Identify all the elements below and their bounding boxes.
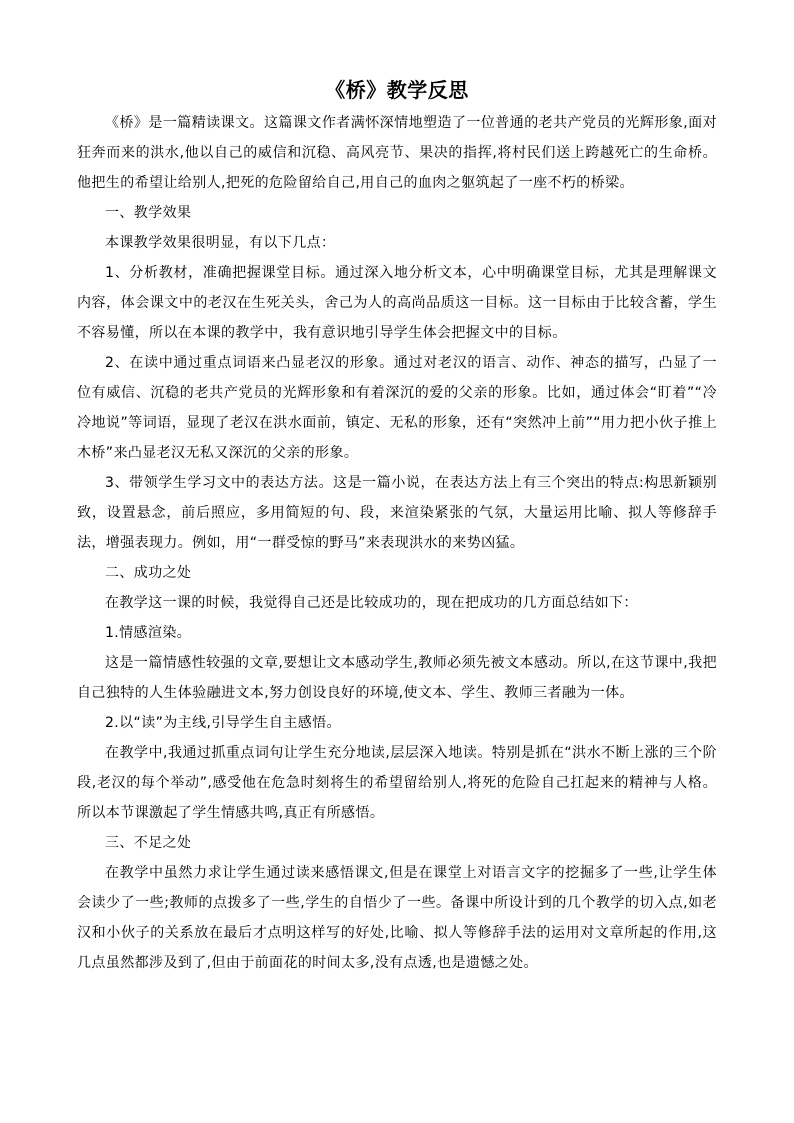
paragraph: 在教学这一课的时候，我觉得自己还是比较成功的，现在把成功的几方面总结如下： — [105, 595, 638, 611]
paragraph: 在教学中,我通过抓重点词句让学生充分地读,层层深入地读。特别是抓在“洪水不断上涨的三个阶段,老汉的每个举动”,感受他在危急时刻将生的希望留给别人,将死的危险自己扛起来的精神与人格。所以本节课激起了学生情感共鸣,真正有所感悟。 — [77, 745, 717, 821]
intro-paragraph: 《桥》是一篇精读课文。这篇课文作者满怀深情地塑造了一位普通的老共产党员的光辉形象,面对狂奔而来的洪水,他以自己的威信和沉稳、高风亮节、果决的指挥,将村民们送上跨越死亡的生命桥。他把生的希望让给别人,把死的危险留给自己,用自己的血肉之躯筑起了一座不朽的桥梁。 — [77, 115, 717, 191]
paragraph: 1、分析教材，准确把握课堂目标。通过深入地分析文本，心中明确课堂目标，尤其是理解课文内容，体会课文中的老汉在生死关头，舍己为人的高尚品质这一目标。这一目标由于比较含蓄，学生不容易懂，所以在本课的教学中，我有意识地引导学生体会把握文中的目标。 — [77, 265, 717, 341]
document-body — [77, 72, 717, 978]
paragraph: 2、在读中通过重点词语来凸显老汉的形象。通过对老汉的语言、动作、神态的描写，凸显了一位有威信、沉稳的老共产党员的光辉形象和有着深沉的爱的父亲的形象。比如，通过体会“盯着”“冷冷地说”等词语，显现了老汉在洪水面前，镇定、无私的形象，还有“突然冲上前”“用力把小伙子推上木桥”来凸显老汉无私又深沉的父亲的形象。 — [77, 355, 717, 461]
paragraph: 这是一篇情感性较强的文章,要想让文本感动学生,教师必须先被文本感动。所以,在这节课中,我把自己独特的人生体验融进文本,努力创设良好的环境,使文本、学生、教师三者融为一体。 — [77, 655, 717, 701]
paragraph: 在教学中虽然力求让学生通过读来感悟课文,但是在课堂上对语言文字的挖掘多了一些,让学生体会读少了一些;教师的点拨多了一些,学生的自悟少了一些。备课中所设计到的几个教学的切入点,如老汉和小伙子的关系放在最后才点明这样写的好处,比喻、拟人等修辞手法的运用对文章所起的作用,这几点虽然都涉及到了,但由于前面花的时间太多,没有点透,也是遗憾之处。 — [77, 865, 717, 971]
paragraph: 3、带领学生学习文中的表达方法。这是一篇小说，在表达方法上有三个突出的特点:构思新颖别致，设置悬念，前后照应，多用简短的句、段，来渲染紧张的气氛，大量运用比喻、拟人等修辞手法，增强表现力。例如，用“一群受惊的野马”来表现洪水的来势凶猛。 — [77, 475, 717, 551]
section-heading-success: 二、成功之处 — [105, 565, 192, 581]
section-heading-shortcomings: 三、不足之处 — [105, 835, 192, 851]
subheading-reading: 2.以“读”为主线,引导学生自主感悟。 — [105, 715, 341, 731]
paragraph: 本课教学效果很明显，有以下几点： — [105, 235, 336, 251]
section-heading-teaching-effect: 一、教学效果 — [105, 205, 192, 221]
subheading-emotion: 1.情感渲染。 — [105, 625, 192, 641]
document-title: 《桥》教学反思 — [325, 78, 469, 102]
